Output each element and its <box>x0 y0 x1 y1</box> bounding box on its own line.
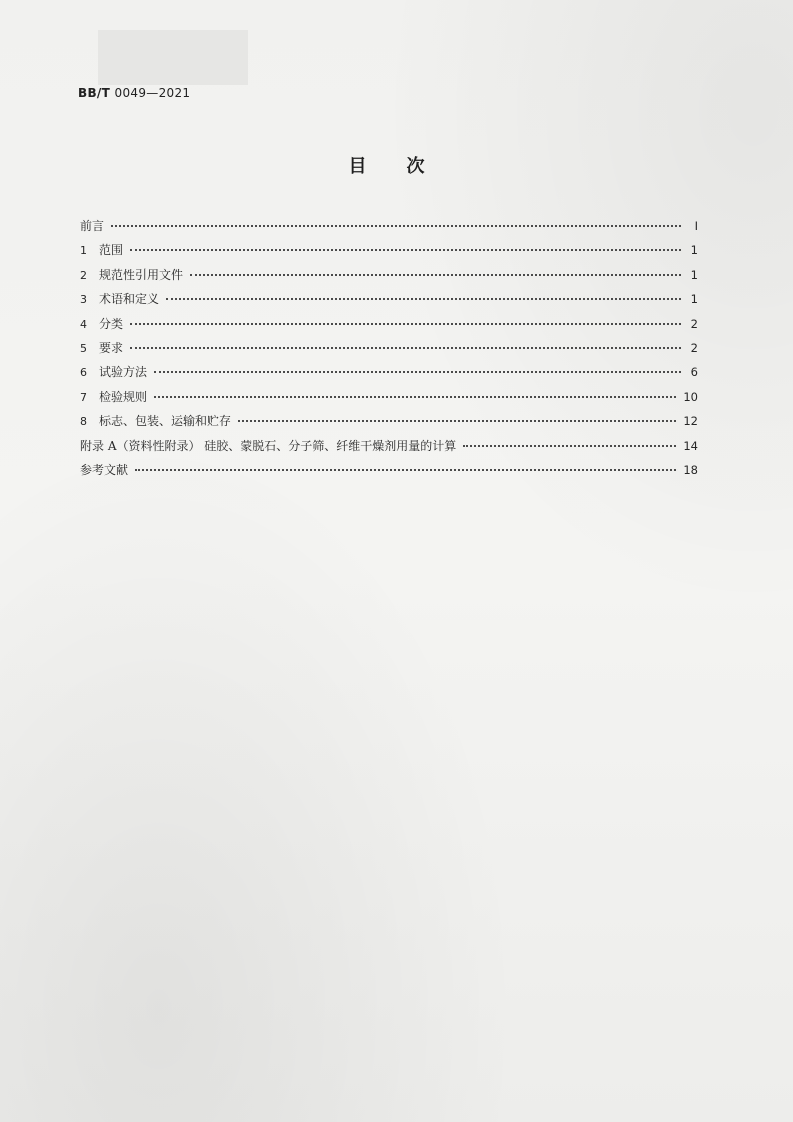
toc-item-label: 要求 <box>99 340 124 355</box>
bleed-through-block <box>98 30 248 85</box>
toc-item-bibliography[interactable] <box>80 458 698 482</box>
toc-item-number: 3 <box>80 293 87 307</box>
toc-item-label: 标志、包装、运输和贮存 <box>99 414 232 429</box>
toc-item-marking-packaging[interactable] <box>80 409 698 433</box>
page-title: 目次 <box>348 156 465 177</box>
toc-item-number: 4 <box>80 317 87 331</box>
toc-item-page: 14 <box>683 438 698 453</box>
toc-item-page: 18 <box>683 462 698 477</box>
dot-leader <box>130 322 681 325</box>
toc-item-label: 范围 <box>99 243 124 258</box>
toc-item-page: 2 <box>690 316 698 331</box>
toc-item-terms-definitions[interactable] <box>80 287 698 311</box>
toc-item-number: 8 <box>80 415 87 429</box>
dot-leader <box>130 248 681 251</box>
dot-leader <box>463 444 676 447</box>
toc-item-number: 2 <box>80 268 87 282</box>
toc-item-page: 1 <box>690 267 698 282</box>
toc-item-classification[interactable] <box>80 312 698 336</box>
toc-item-page: 1 <box>690 292 698 307</box>
document-code-number: 0049—2021 <box>114 86 191 100</box>
toc-item-label: 参考文献 <box>80 462 129 477</box>
toc-item-label: 检验规则 <box>99 389 148 404</box>
toc-item-test-methods[interactable] <box>80 360 698 384</box>
dot-leader <box>238 419 676 422</box>
toc-item-foreword[interactable] <box>80 214 698 238</box>
toc-item-page: 10 <box>683 389 698 404</box>
toc-item-label: 术语和定义 <box>99 292 160 307</box>
toc-item-label: 规范性引用文件 <box>99 267 184 282</box>
toc-item-number: 5 <box>80 341 87 355</box>
toc-item-number: 7 <box>80 390 87 404</box>
document-code <box>78 86 190 100</box>
toc-item-normative-references[interactable] <box>80 263 698 287</box>
toc-item-page: 6 <box>690 365 698 380</box>
toc-item-number: 6 <box>80 366 87 380</box>
toc-item-label: 附录 A（资料性附录） 硅胶、蒙脱石、分子筛、纤维干燥剂用量的计算 <box>80 438 457 453</box>
dot-leader <box>154 370 681 373</box>
dot-leader <box>166 297 681 300</box>
dot-leader <box>135 468 676 471</box>
dot-leader <box>130 346 681 349</box>
toc-item-label: 试验方法 <box>99 365 148 380</box>
table-of-contents <box>80 214 698 482</box>
toc-item-label: 分类 <box>99 316 124 331</box>
toc-item-page: 12 <box>683 414 698 429</box>
document-code-prefix: BB/T <box>78 86 111 100</box>
toc-item-label: 前言 <box>80 219 105 233</box>
toc-item-number: 1 <box>80 244 87 258</box>
toc-item-annex-a[interactable] <box>80 434 698 458</box>
toc-item-requirements[interactable] <box>80 336 698 360</box>
dot-leader <box>190 273 681 276</box>
toc-item-page: 2 <box>690 340 698 355</box>
toc-item-page: 1 <box>690 243 698 258</box>
dot-leader <box>111 224 681 227</box>
toc-item-inspection-rules[interactable] <box>80 385 698 409</box>
toc-item-scope[interactable] <box>80 238 698 262</box>
dot-leader <box>154 395 676 398</box>
toc-item-page: Ⅰ <box>694 219 698 233</box>
